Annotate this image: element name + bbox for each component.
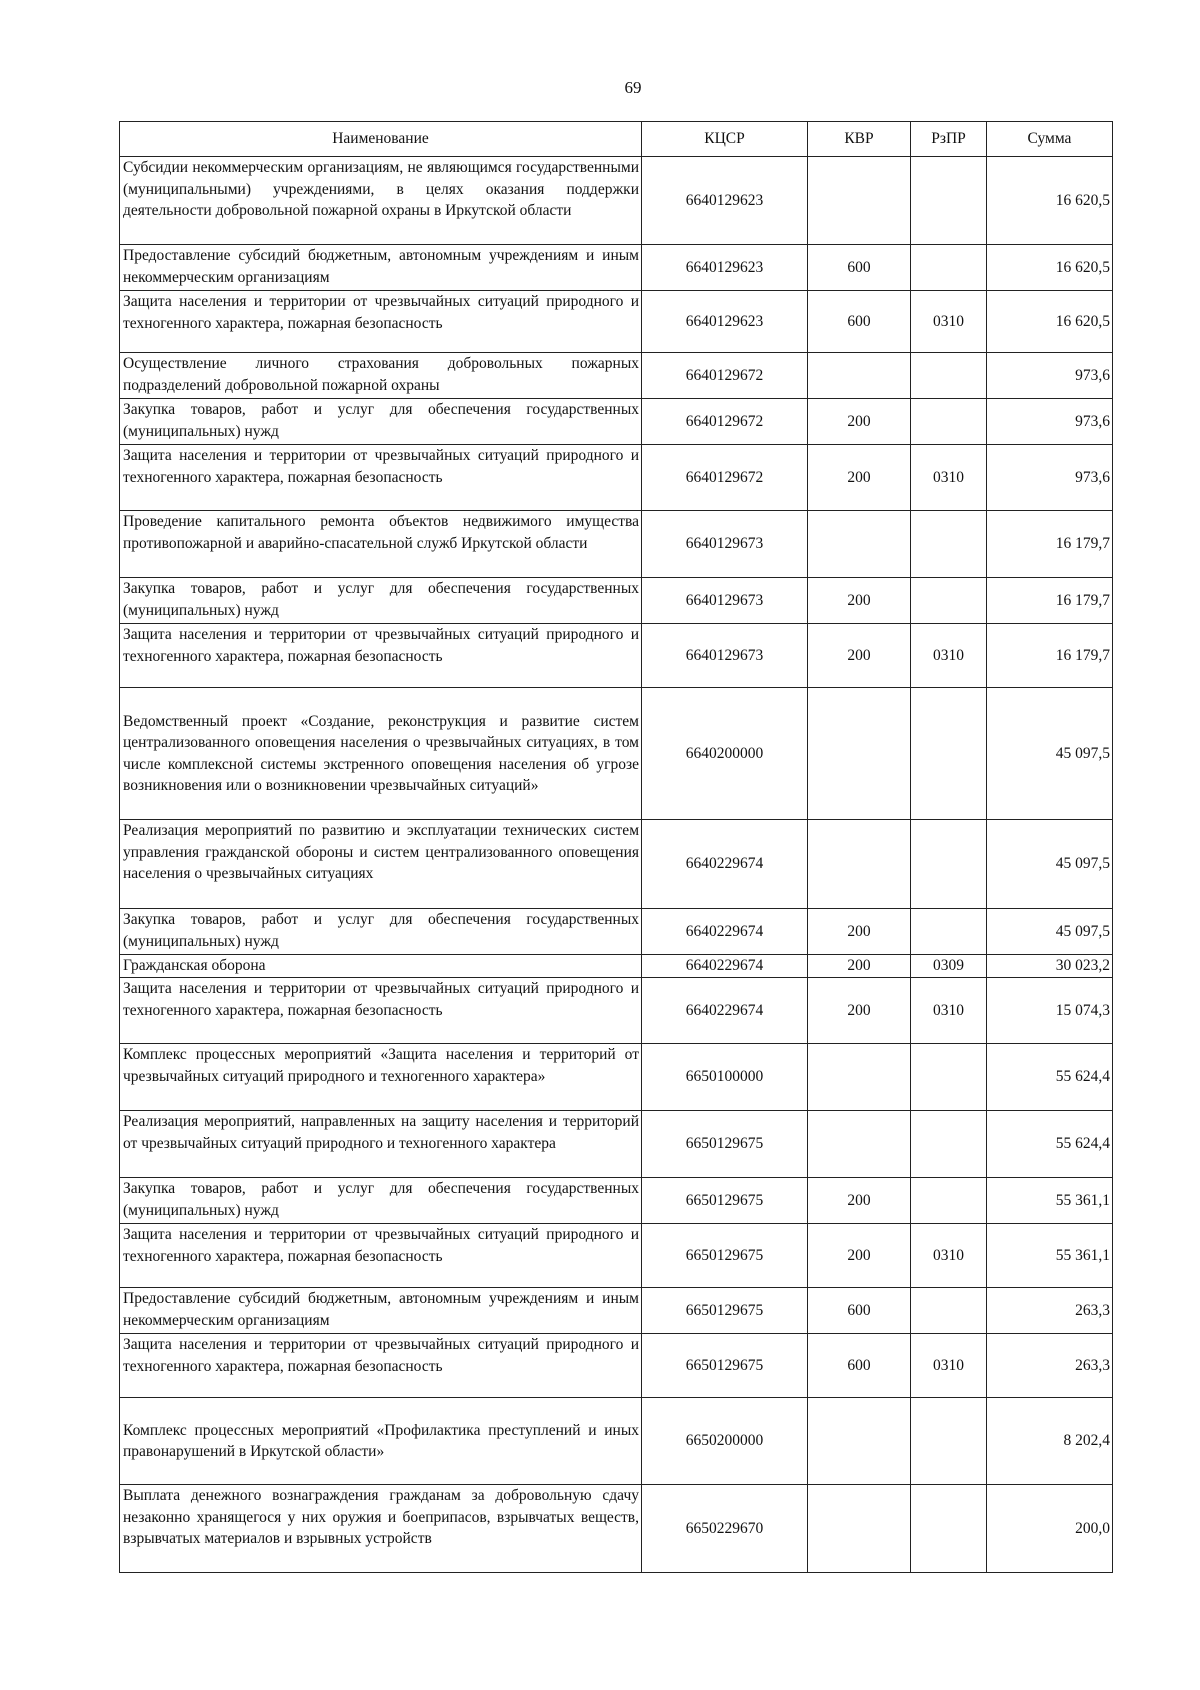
row-name: Выплата денежного вознаграждения гражданам за добровольную сдачу незаконно хранящегося у них оружия и боеприпасов, взрывчатых веществ, взрывчатых материалов и взрывных устройств — [120, 1485, 642, 1573]
row-sum: 55 361,1 — [987, 1178, 1113, 1224]
table-row — [120, 820, 1113, 909]
row-kvr: 200 — [808, 978, 911, 1044]
row-name: Закупка товаров, работ и услуг для обеспечения государственных (муниципальных) нужд — [120, 578, 642, 624]
row-rzpr: 0310 — [911, 978, 987, 1044]
row-name: Комплекс процессных мероприятий «Профилактика преступлений и иных правонарушений в Иркутской области» — [120, 1398, 642, 1485]
budget-table — [119, 121, 1113, 1573]
row-name: Реализация мероприятий по развитию и эксплуатации технических систем управления гражданской обороны и систем централизованного оповещения населения о чрезвычайных ситуациях — [120, 820, 642, 909]
row-name: Субсидии некоммерческим организациям, не являющимся государственными (муниципальными) учреждениями, в целях оказания поддержки деятельности добровольной пожарной охраны в Иркутской области — [120, 157, 642, 245]
row-code: 6650129675 — [642, 1224, 808, 1288]
row-name: Защита населения и территории от чрезвычайных ситуаций природного и техногенного характера, пожарная безопасность — [120, 445, 642, 511]
table-row — [120, 1224, 1113, 1288]
row-code: 6640229674 — [642, 820, 808, 909]
row-code: 6650100000 — [642, 1044, 808, 1111]
table-row — [120, 1485, 1113, 1573]
table-row — [120, 955, 1113, 978]
row-sum: 45 097,5 — [987, 688, 1113, 820]
row-kvr — [808, 511, 911, 578]
row-code: 6650129675 — [642, 1334, 808, 1398]
row-kvr: 200 — [808, 955, 911, 978]
table-row — [120, 353, 1113, 399]
row-rzpr: 0310 — [911, 445, 987, 511]
row-name: Защита населения и территории от чрезвычайных ситуаций природного и техногенного характера, пожарная безопасность — [120, 1334, 642, 1398]
row-name: Осуществление личного страхования добровольных пожарных подразделений добровольной пожарной охраны — [120, 353, 642, 399]
row-code: 6650129675 — [642, 1111, 808, 1178]
row-rzpr — [911, 1485, 987, 1573]
row-sum: 55 624,4 — [987, 1111, 1113, 1178]
row-kvr: 200 — [808, 578, 911, 624]
row-name: Ведомственный проект «Создание, реконструкция и развитие систем централизованного оповещения населения о чрезвычайных ситуациях, в том числе комплексной системы экстренного оповещения населения об угрозе возникновения или о возникновении чрезвычайных ситуаций» — [120, 688, 642, 820]
table-row — [120, 245, 1113, 291]
row-kvr: 200 — [808, 624, 911, 688]
row-rzpr — [911, 1288, 987, 1334]
row-sum: 263,3 — [987, 1288, 1113, 1334]
row-name: Закупка товаров, работ и услуг для обеспечения государственных (муниципальных) нужд — [120, 909, 642, 955]
table-row — [120, 578, 1113, 624]
row-sum: 16 620,5 — [987, 157, 1113, 245]
row-rzpr — [911, 820, 987, 909]
row-sum: 16 620,5 — [987, 245, 1113, 291]
row-rzpr — [911, 245, 987, 291]
row-code: 6640229674 — [642, 978, 808, 1044]
row-code: 6640200000 — [642, 688, 808, 820]
row-sum: 30 023,2 — [987, 955, 1113, 978]
row-code: 6640129672 — [642, 353, 808, 399]
table-row — [120, 1398, 1113, 1485]
row-code: 6650200000 — [642, 1398, 808, 1485]
table-row — [120, 1178, 1113, 1224]
table-row — [120, 511, 1113, 578]
row-rzpr — [911, 909, 987, 955]
row-rzpr: 0310 — [911, 624, 987, 688]
row-code: 6650229670 — [642, 1485, 808, 1573]
table-row — [120, 1044, 1113, 1111]
row-name: Комплекс процессных мероприятий «Защита населения и территорий от чрезвычайных ситуаций природного и техногенного характера» — [120, 1044, 642, 1111]
row-kvr: 600 — [808, 291, 911, 353]
row-code: 6650129675 — [642, 1288, 808, 1334]
row-rzpr — [911, 688, 987, 820]
row-kvr: 600 — [808, 1334, 911, 1398]
row-rzpr — [911, 1044, 987, 1111]
row-sum: 973,6 — [987, 399, 1113, 445]
row-code: 6640129623 — [642, 291, 808, 353]
row-code: 6640229674 — [642, 909, 808, 955]
row-rzpr — [911, 1398, 987, 1485]
row-rzpr: 0310 — [911, 1334, 987, 1398]
row-name: Защита населения и территории от чрезвычайных ситуаций природного и техногенного характера, пожарная безопасность — [120, 978, 642, 1044]
row-rzpr: 0310 — [911, 291, 987, 353]
table-row — [120, 157, 1113, 245]
row-kvr: 200 — [808, 909, 911, 955]
row-name: Защита населения и территории от чрезвычайных ситуаций природного и техногенного характера, пожарная безопасность — [120, 291, 642, 353]
row-code: 6640129672 — [642, 445, 808, 511]
row-rzpr: 0309 — [911, 955, 987, 978]
row-sum: 16 179,7 — [987, 511, 1113, 578]
row-name: Гражданская оборона — [120, 955, 642, 978]
table-row — [120, 624, 1113, 688]
row-name: Закупка товаров, работ и услуг для обеспечения государственных (муниципальных) нужд — [120, 399, 642, 445]
row-kvr — [808, 1111, 911, 1178]
row-kvr — [808, 157, 911, 245]
row-rzpr — [911, 157, 987, 245]
table-row — [120, 909, 1113, 955]
row-sum: 8 202,4 — [987, 1398, 1113, 1485]
row-kvr: 200 — [808, 1178, 911, 1224]
row-sum: 16 620,5 — [987, 291, 1113, 353]
table-row — [120, 445, 1113, 511]
row-kvr — [808, 1485, 911, 1573]
row-rzpr — [911, 353, 987, 399]
header-rzpr: РзПР — [911, 122, 987, 157]
row-name: Защита населения и территории от чрезвычайных ситуаций природного и техногенного характера, пожарная безопасность — [120, 1224, 642, 1288]
row-name: Предоставление субсидий бюджетным, автономным учреждениям и иным некоммерческим организациям — [120, 1288, 642, 1334]
row-rzpr — [911, 578, 987, 624]
row-sum: 55 624,4 — [987, 1044, 1113, 1111]
row-sum: 15 074,3 — [987, 978, 1113, 1044]
row-kvr — [808, 820, 911, 909]
row-rzpr — [911, 1111, 987, 1178]
row-sum: 263,3 — [987, 1334, 1113, 1398]
table-row — [120, 1111, 1113, 1178]
row-name: Предоставление субсидий бюджетным, автономным учреждениям и иным некоммерческим организациям — [120, 245, 642, 291]
row-code: 6640129673 — [642, 511, 808, 578]
page-number: 69 — [624, 78, 642, 97]
row-sum: 973,6 — [987, 353, 1113, 399]
row-code: 6640129672 — [642, 399, 808, 445]
row-kvr — [808, 1398, 911, 1485]
row-code: 6640129623 — [642, 157, 808, 245]
row-kvr — [808, 1044, 911, 1111]
table-row — [120, 1334, 1113, 1398]
row-kvr: 200 — [808, 399, 911, 445]
row-code: 6650129675 — [642, 1178, 808, 1224]
row-rzpr — [911, 399, 987, 445]
row-sum: 45 097,5 — [987, 909, 1113, 955]
table-row — [120, 1288, 1113, 1334]
row-kvr: 600 — [808, 245, 911, 291]
row-code: 6640229674 — [642, 955, 808, 978]
row-sum: 45 097,5 — [987, 820, 1113, 909]
table-row — [120, 978, 1113, 1044]
row-rzpr — [911, 511, 987, 578]
row-code: 6640129673 — [642, 624, 808, 688]
row-name: Реализация мероприятий, направленных на защиту населения и территорий от чрезвычайных ситуаций природного и техногенного характера — [120, 1111, 642, 1178]
row-kvr: 600 — [808, 1288, 911, 1334]
row-sum: 16 179,7 — [987, 578, 1113, 624]
table-row — [120, 399, 1113, 445]
table-header-row — [120, 122, 1113, 157]
table-row — [120, 291, 1113, 353]
header-name: Наименование — [120, 122, 642, 157]
row-kvr: 200 — [808, 1224, 911, 1288]
row-sum: 55 361,1 — [987, 1224, 1113, 1288]
header-code: КЦСР — [642, 122, 808, 157]
row-rzpr — [911, 1178, 987, 1224]
row-kvr — [808, 688, 911, 820]
row-kvr: 200 — [808, 445, 911, 511]
row-name: Закупка товаров, работ и услуг для обеспечения государственных (муниципальных) нужд — [120, 1178, 642, 1224]
table-row — [120, 688, 1113, 820]
row-name: Проведение капитального ремонта объектов недвижимого имущества противопожарной и аварийно-спасательной служб Иркутской области — [120, 511, 642, 578]
row-sum: 973,6 — [987, 445, 1113, 511]
row-sum: 16 179,7 — [987, 624, 1113, 688]
row-kvr — [808, 353, 911, 399]
row-code: 6640129623 — [642, 245, 808, 291]
row-code: 6640129673 — [642, 578, 808, 624]
row-rzpr: 0310 — [911, 1224, 987, 1288]
header-sum: Сумма — [987, 122, 1113, 157]
header-kvr: КВР — [808, 122, 911, 157]
row-name: Защита населения и территории от чрезвычайных ситуаций природного и техногенного характера, пожарная безопасность — [120, 624, 642, 688]
row-sum: 200,0 — [987, 1485, 1113, 1573]
